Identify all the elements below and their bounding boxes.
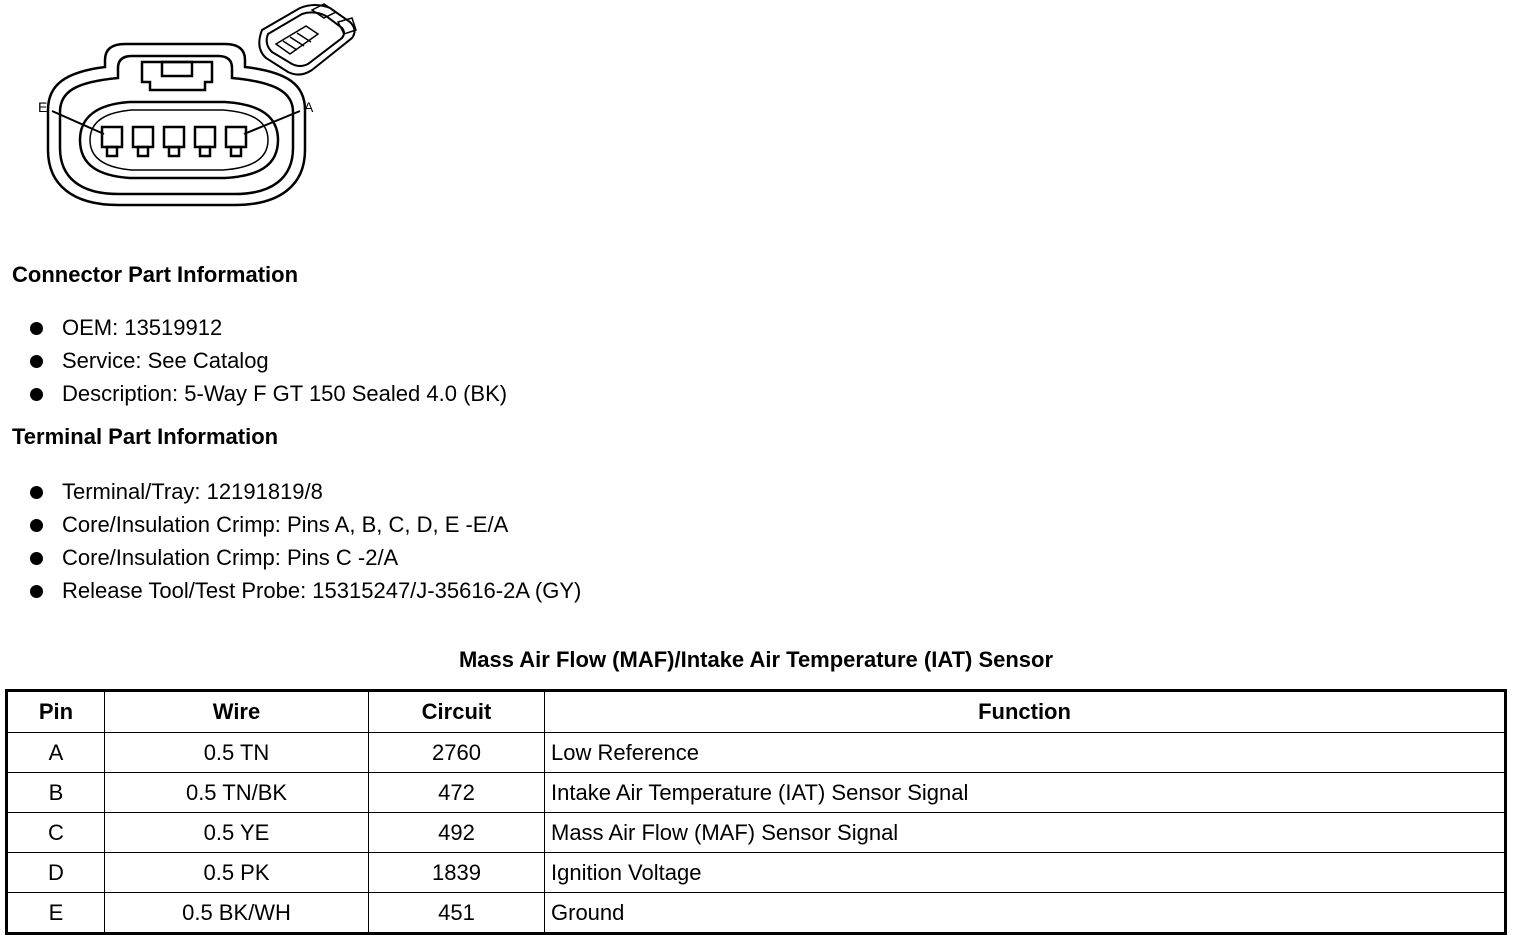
connector-latch-tab — [162, 62, 192, 76]
table-header-row — [7, 691, 1506, 733]
pin-cavity-outline — [80, 102, 278, 178]
table-row — [7, 733, 1506, 773]
list-item — [0, 544, 581, 577]
bullet-icon — [30, 585, 43, 598]
pin-a-leader — [244, 111, 300, 134]
cell-wire: 0.5 TN — [105, 733, 369, 773]
pin-terminals — [102, 127, 246, 156]
cell-circuit: 2760 — [369, 733, 545, 773]
pin-e — [102, 127, 122, 147]
cell-circuit: 472 — [369, 773, 545, 813]
pin-label-e: E — [38, 99, 48, 115]
pin-c-stem — [169, 147, 179, 156]
list-item — [0, 347, 507, 380]
connector-diagram — [0, 0, 380, 220]
cell-circuit: 451 — [369, 893, 545, 934]
list-item — [0, 577, 581, 610]
column-header-function: Function — [545, 691, 1506, 733]
connector-part-info-list — [0, 314, 507, 413]
list-item-text: Terminal/Tray: 12191819/8 — [62, 479, 323, 504]
bullet-icon — [30, 322, 43, 335]
list-item — [0, 511, 581, 544]
cell-wire: 0.5 BK/WH — [105, 893, 369, 934]
list-item-text: Core/Insulation Crimp: Pins C -2/A — [62, 545, 399, 570]
list-item — [0, 380, 507, 413]
pin-label-a: A — [304, 99, 314, 115]
pin-cavity-inner — [90, 110, 268, 170]
list-item-text: Service: See Catalog — [62, 348, 269, 373]
cell-function: Mass Air Flow (MAF) Sensor Signal — [545, 813, 1506, 853]
column-header-circuit: Circuit — [369, 691, 545, 733]
terminal-part-info-heading: Terminal Part Information — [12, 424, 279, 449]
pin-e-stem — [107, 147, 117, 156]
list-item — [0, 314, 507, 347]
list-item-text: Release Tool/Test Probe: 15315247/J-35616-2A (GY) — [62, 578, 582, 603]
cell-function: Low Reference — [545, 733, 1506, 773]
cell-function: Intake Air Temperature (IAT) Sensor Signal — [545, 773, 1506, 813]
list-item — [0, 478, 581, 511]
pin-d-stem — [138, 147, 148, 156]
cell-circuit: 492 — [369, 813, 545, 853]
column-header-wire: Wire — [105, 691, 369, 733]
pinout-table — [5, 689, 1507, 935]
table-row — [7, 813, 1506, 853]
cell-wire: 0.5 TN/BK — [105, 773, 369, 813]
bullet-icon — [30, 552, 43, 565]
bullet-icon — [30, 355, 43, 368]
table-row — [7, 853, 1506, 893]
pin-a — [226, 127, 246, 147]
pin-a-stem — [231, 147, 241, 156]
cell-pin: E — [7, 893, 105, 934]
connector-isometric-icon — [259, 4, 356, 75]
cell-pin: D — [7, 853, 105, 893]
cell-pin: B — [7, 773, 105, 813]
cell-wire: 0.5 PK — [105, 853, 369, 893]
column-header-pin: Pin — [7, 691, 105, 733]
connector-part-info-heading: Connector Part Information — [12, 262, 299, 287]
pin-c — [164, 127, 184, 147]
bullet-icon — [30, 388, 43, 401]
cell-wire: 0.5 YE — [105, 813, 369, 853]
list-item-text: Description: 5-Way F GT 150 Sealed 4.0 (BK) — [62, 381, 508, 406]
bullet-icon — [30, 486, 43, 499]
pinout-table-title: Mass Air Flow (MAF)/Intake Air Temperature (IAT) Sensor — [458, 647, 1054, 672]
cell-function: Ground — [545, 893, 1506, 934]
bullet-icon — [30, 519, 43, 532]
cell-pin: A — [7, 733, 105, 773]
table-row — [7, 893, 1506, 934]
pin-d — [133, 127, 153, 147]
list-item-text: OEM: 13519912 — [62, 315, 223, 340]
pin-b — [195, 127, 215, 147]
table-row — [7, 773, 1506, 813]
cell-pin: C — [7, 813, 105, 853]
list-item-text: Core/Insulation Crimp: Pins A, B, C, D, E -E/A — [62, 512, 509, 537]
pin-b-stem — [200, 147, 210, 156]
terminal-part-info-list — [0, 478, 581, 610]
cell-circuit: 1839 — [369, 853, 545, 893]
cell-function: Ignition Voltage — [545, 853, 1506, 893]
